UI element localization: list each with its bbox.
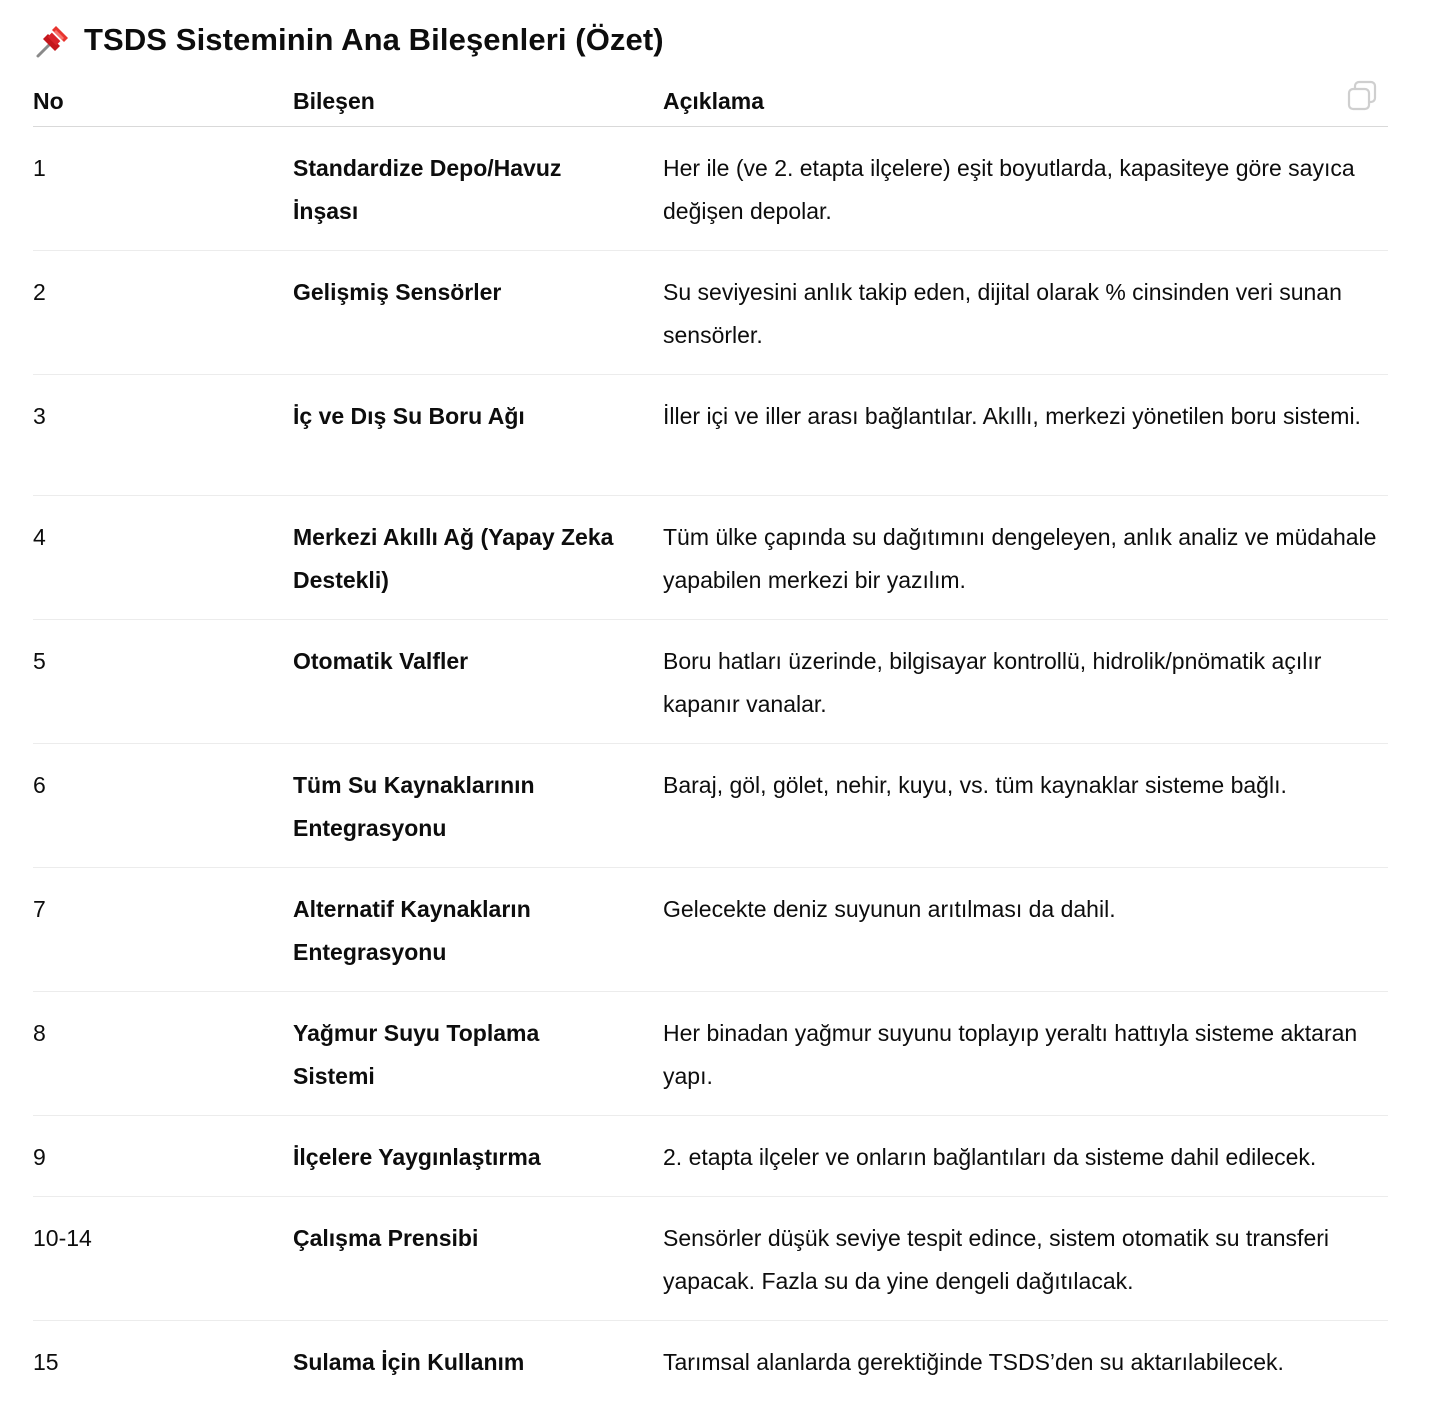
table-row <box>33 744 1388 868</box>
row-no: 5 <box>33 648 46 674</box>
table-row <box>33 375 1388 496</box>
table-row <box>33 1197 1388 1321</box>
table-row <box>33 1321 1388 1401</box>
row-no: 15 <box>33 1349 59 1375</box>
row-component: Gelişmiş Sensörler <box>293 279 502 305</box>
row-no: 2 <box>33 279 46 305</box>
header-description: Açıklama <box>663 87 765 114</box>
row-component: İç ve Dış Su Boru Ağı <box>293 403 525 429</box>
header-component: Bileşen <box>293 87 375 114</box>
header-no: No <box>33 87 64 114</box>
row-description: Gelecekte deniz suyunun arıtılması da dahil. <box>663 896 1116 922</box>
components-table <box>33 76 1388 1401</box>
page-title: TSDS Sisteminin Ana Bileşenleri (Özet) <box>84 22 664 57</box>
row-description: Boru hatları üzerinde, bilgisayar kontrollü, hidrolik/pnömatik açılır kapanır vanalar. <box>663 648 1322 717</box>
row-component: Tüm Su Kaynaklarının Entegrasyonu <box>293 772 535 841</box>
row-component: Merkezi Akıllı Ağ (Yapay Zeka Destekli) <box>293 524 614 593</box>
row-description: Tüm ülke çapında su dağıtımını dengeleyen, anlık analiz ve müdahale yapabilen merkezi bir yazılım. <box>663 524 1377 593</box>
pushpin-icon <box>34 20 74 60</box>
row-description: Tarımsal alanlarda gerektiğinde TSDS’den su aktarılabilecek. <box>663 1349 1284 1375</box>
table-row <box>33 1116 1388 1197</box>
row-description: İller içi ve iller arası bağlantılar. Akıllı, merkezi yönetilen boru sistemi. <box>663 403 1361 429</box>
row-no: 1 <box>33 155 46 181</box>
row-description: 2. etapta ilçeler ve onların bağlantıları da sisteme dahil edilecek. <box>663 1144 1317 1170</box>
row-component: Standardize Depo/Havuz İnşası <box>293 155 562 224</box>
table-row <box>33 992 1388 1116</box>
row-component: Çalışma Prensibi <box>293 1225 479 1251</box>
row-no: 7 <box>33 896 46 922</box>
table-row <box>33 127 1388 251</box>
section-heading <box>34 18 664 62</box>
row-component: Otomatik Valfler <box>293 648 469 674</box>
row-component: İlçelere Yaygınlaştırma <box>293 1144 541 1170</box>
row-no: 9 <box>33 1144 46 1170</box>
row-no: 3 <box>33 403 46 429</box>
row-no: 4 <box>33 524 46 550</box>
row-no: 8 <box>33 1020 46 1046</box>
row-description: Her ile (ve 2. etapta ilçelere) eşit boyutlarda, kapasiteye göre sayıca değişen depolar. <box>663 155 1355 224</box>
row-component: Sulama İçin Kullanım <box>293 1349 525 1375</box>
table-header <box>33 76 1388 127</box>
table-row <box>33 251 1388 375</box>
table-row <box>33 496 1388 620</box>
table-row <box>33 868 1388 992</box>
row-description: Su seviyesini anlık takip eden, dijital olarak % cinsinden veri sunan sensörler. <box>663 279 1342 348</box>
row-description: Sensörler düşük seviye tespit edince, sistem otomatik su transferi yapacak. Fazla su da yine dengeli dağıtılacak. <box>663 1225 1330 1294</box>
row-no: 10-14 <box>33 1225 92 1251</box>
row-component: Yağmur Suyu Toplama Sistemi <box>293 1020 540 1089</box>
row-component: Alternatif Kaynakların Entegrasyonu <box>293 896 531 965</box>
table-row <box>33 620 1388 744</box>
row-description: Her binadan yağmur suyunu toplayıp yeraltı hattıyla sisteme aktaran yapı. <box>663 1020 1358 1089</box>
row-no: 6 <box>33 772 46 798</box>
row-description: Baraj, göl, gölet, nehir, kuyu, vs. tüm kaynaklar sisteme bağlı. <box>663 772 1287 798</box>
